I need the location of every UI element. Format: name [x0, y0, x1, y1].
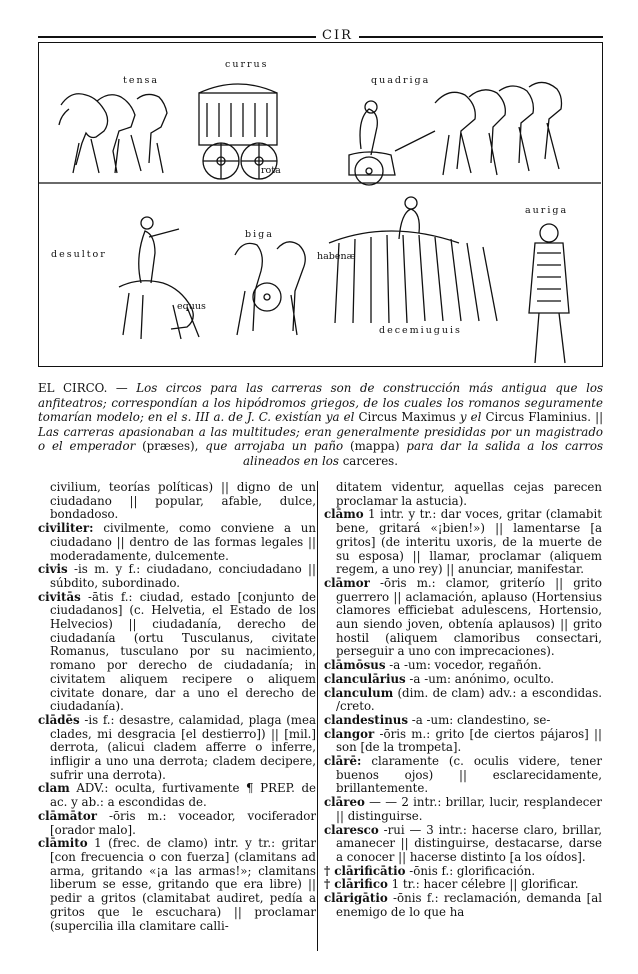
dictionary-entry	[324, 892, 602, 919]
entry-headword: clāreo	[324, 795, 365, 810]
label-rota: rota	[261, 165, 281, 176]
entry-headword: clam	[38, 781, 70, 796]
entry-definition: (dim. de clam) adv.: a escondidas. /creto.	[336, 685, 602, 714]
entry-headword: clādēs	[38, 712, 80, 727]
dictionary-entry	[324, 878, 602, 892]
label-quadriga: quadriga	[371, 75, 431, 86]
entry-definition: -ōris m.: grito [de ciertos pájaros] || son [de la trompeta].	[336, 726, 602, 755]
entry-headword: clāmōsus	[324, 658, 386, 673]
entry-headword: † clārificātio	[324, 863, 406, 878]
entry-definition: -ōris m.: voceador, vociferador [orador malo].	[50, 808, 316, 837]
desultor-icon	[119, 217, 199, 339]
tensa-horses-icon	[59, 94, 167, 173]
entry-definition: -a -um: vocedor, regañón.	[385, 658, 542, 673]
dictionary-entry	[38, 563, 316, 590]
illustration-plate	[38, 42, 603, 367]
dictionary-entry	[324, 687, 602, 714]
entry-headword: civitās	[38, 589, 81, 604]
entry-headword: clāmātor	[38, 808, 97, 823]
entry-definition: -ōnis f.: glorificación.	[405, 863, 536, 878]
left-column	[38, 481, 316, 933]
caption-text-1: Los circos para las carreras son de construcción más antigua que los anfiteatros; correspondían a los hipódromos griegos, de los cuales los romanos seguramente tomarían modelo; en el s. III a. de J. C. existían ya el	[38, 381, 603, 425]
entry-definition: -ātis f.: ciudad, estado [conjunto de ciudadanos] (c. Helvetia, el Estado de los Helvecios) || ciudadanía, derecho de ciudadanía (ortu Tusculanus, civitate Romanus, tusculano por su nacimiento, romano por derecho de ciudadanía; in civitatem aliquem recipere o aliquem civitate donare, dar a uno el derecho de ciudadanía).	[50, 589, 316, 714]
entry-definition: -ōnis f.: reclamación, demanda [al enemigo de lo que ha	[336, 891, 602, 919]
label-equus: equus	[177, 301, 206, 312]
dictionary-entry	[324, 577, 602, 659]
dictionary-entry	[38, 810, 316, 837]
caption-y: y el	[459, 410, 482, 425]
entry-headword: clāmor	[324, 575, 370, 590]
entry-definition: -is m. y f.: ciudadano, conciudadano || súbdito, subordinado.	[50, 562, 316, 590]
entry-definition: -ōris m.: clamor, griterío || grito guerrero || aclamación, aplauso (Hortensius clamores efficiebat adulescens, Hortensio, aun siendo joven, obtenía aplausos) || grito hostil (aliquem clamoribus consectari, perseguir a uno con imprecaciones).	[336, 575, 602, 659]
dictionary-entry	[38, 714, 316, 783]
caption-praeses: (præses),	[142, 439, 199, 454]
entry-headword: clāmo	[324, 507, 364, 522]
entry-definition: — — 2 intr.: brillar, lucir, resplandecer || distinguirse.	[336, 795, 602, 823]
entry-definition: -a -um: clandestino, se-	[408, 712, 551, 727]
entry-headword: clanculum	[324, 685, 394, 700]
entry-headword: † clārifico	[324, 877, 388, 892]
entry-definition: -rui — 3 intr.: hacerse claro, brillar, amanecer || distinguirse, destacarse, darse a conocer || hacerse distinto [a los oídos].	[336, 822, 602, 864]
entry-headword: clāmito	[38, 836, 88, 851]
entry-headword: clandestinus	[324, 712, 409, 727]
caption-carceres: carceres.	[342, 453, 398, 468]
entry-continuation: civilium, teorías políticas) || digno	[50, 480, 279, 494]
dictionary-entry	[324, 481, 602, 508]
entry-definition: -a -um: anónimo, oculto.	[405, 671, 555, 686]
dictionary-entry	[38, 837, 316, 933]
dictionary-entry	[324, 659, 602, 673]
dictionary-entry	[324, 673, 602, 687]
dictionary-entry	[324, 865, 602, 879]
entry-headword: civiliter:	[38, 521, 94, 536]
caption-circus-maximus: Circus Maximus	[358, 410, 456, 425]
dictionary-entry	[324, 796, 602, 823]
biga-icon	[235, 242, 305, 335]
caption-text-3: que arrojaba un paño	[205, 439, 344, 454]
circus-illustration	[39, 43, 601, 365]
dictionary-entry	[324, 714, 602, 728]
plate-caption	[38, 381, 603, 469]
label-biga: biga	[245, 229, 274, 240]
caption-title: EL CIRCO. —	[38, 381, 128, 395]
column-divider	[317, 481, 318, 951]
entry-definition: ADV.: oculta, furtivamente ¶ PREP. de ac. y ab.: a escondidas de.	[50, 781, 316, 810]
dictionary-entry	[324, 824, 602, 865]
entry-headword: clanculārius	[324, 671, 406, 686]
dictionary-entry	[38, 481, 316, 522]
dictionary-entry	[324, 728, 602, 755]
label-decemiuguis: decemiuguis	[379, 325, 462, 336]
entry-definition: 1 (frec. de clamo) intr. y tr.: gritar [con frecuencia o con fuerza] (clamitans ad arma, gritando «¡a las armas!»; clamitans liberum se esse, gritando que era libre) || pedir a gritos (clamitabat audiret, pedía a gritos que le escuchara) || proclamar (supercilia illa clamitare calli-	[50, 836, 316, 933]
right-column	[324, 481, 602, 920]
entry-headword: clārigātio	[324, 891, 388, 906]
dictionary-entry	[324, 755, 602, 796]
caption-text-4: para dar la salida a los carros alineados en los	[243, 439, 604, 468]
label-habenae: habenæ	[317, 251, 356, 262]
caption-mappa: (mappa)	[349, 439, 400, 454]
label-desultor: desultor	[51, 249, 107, 260]
entry-definition: -is f.: desastre, calamidad, plaga (mea clades, mi desgracia [el destierro]) || [mil.] derrota, (alicui cladem afferre o inferre, infligir a uno una derrota; cladem decipere, sufrir una derrota).	[50, 712, 316, 782]
label-tensa: tensa	[123, 75, 160, 86]
dictionary-entry	[38, 591, 316, 714]
entry-definition: ditatem videntur, aquellas cejas parecen proclamar la astucia).	[336, 480, 602, 508]
caption-text-2: || Las carreras apasionaban a las multitudes; eran generalmente presididas por un magistrado o el emperador	[38, 410, 604, 454]
entry-headword: clangor	[324, 726, 375, 741]
entry-definition: de un ciudadano || popular, afable, dulce, bondadoso.	[50, 480, 316, 522]
entry-definition: civilmente, como conviene a un ciudadano || dentro de las formas legales || moderadamente, dulcemente.	[50, 521, 316, 563]
dictionary-entry	[324, 508, 602, 577]
entry-headword: civis	[38, 562, 68, 577]
caption-circus-flaminius: Circus Flaminius.	[485, 410, 591, 425]
entry-headword: clārē:	[324, 754, 362, 769]
dictionary-entry	[38, 782, 316, 809]
auriga-icon	[529, 224, 569, 363]
entry-definition: 1 intr. y tr.: dar voces, gritar (clamabit bene, gritará «¡bien!») || lamentarse [a gritos] (de interitu uxoris, de la muerte de su esposa) || llamar, proclamar (aliquem regem, a uno rey) || anunciar, manifestar.	[336, 507, 602, 577]
entry-definition: 1 tr.: hacer célebre || glorificar.	[387, 877, 579, 892]
label-auriga: auriga	[525, 205, 569, 216]
dictionary-entry	[38, 522, 316, 563]
label-currus: currus	[225, 59, 269, 70]
entry-definition: claramente (c. oculis videre, tener buenos ojos) || esclarecidamente, brillantemente.	[336, 754, 602, 796]
running-head: CIR	[316, 28, 359, 43]
quadriga-icon	[349, 82, 562, 185]
entry-headword: claresco	[324, 822, 379, 837]
